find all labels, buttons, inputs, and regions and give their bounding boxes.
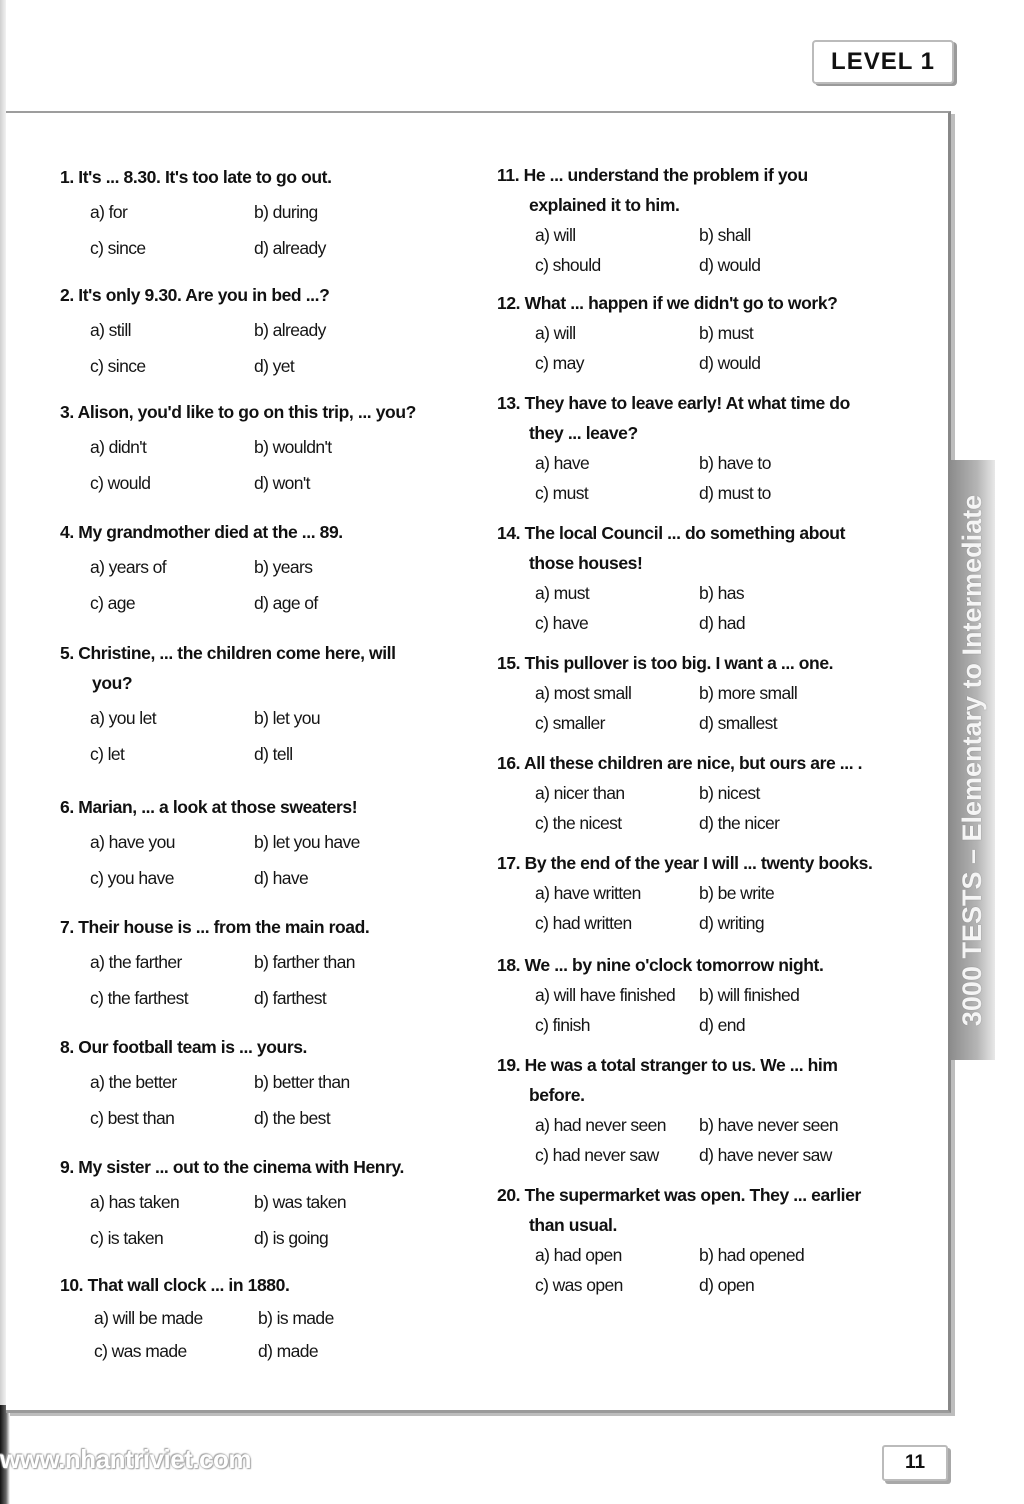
answer-option-d[interactable]: d) yet [254,356,295,376]
question-number: 15. [497,653,521,673]
question-text [60,792,460,822]
question-text [497,160,917,220]
answer-option-b[interactable]: b) during [254,202,318,222]
answer-option-d[interactable]: d) tell [254,744,293,764]
question-item [497,648,917,738]
question-text [60,1270,460,1300]
answer-options [497,578,917,638]
answer-option-d[interactable]: d) already [254,238,326,258]
question-item [60,792,460,896]
answer-option-c[interactable]: c) is taken [90,1228,164,1248]
answer-option-c[interactable]: c) best than [90,1108,175,1128]
question-stem-continued: those houses! [529,553,643,573]
question-stem: He was a total stranger to us. We ... him [524,1055,838,1075]
question-stem: Alison, you'd like to go on this trip, ... you? [77,402,416,422]
answer-option-c[interactable]: c) let [90,744,125,764]
question-stem-continued: they ... leave? [529,423,638,443]
answer-options [60,429,460,501]
answer-option-c[interactable]: c) finish [535,1015,590,1035]
question-text [497,648,917,678]
answer-options [60,944,460,1016]
question-number: 14. [497,523,521,543]
question-number: 13. [497,393,521,413]
question-text [60,912,460,942]
question-item [60,397,460,501]
question-stem: Marian, ... a look at those sweaters! [78,797,358,817]
question-text [60,638,460,698]
question-item [497,950,917,1040]
answer-option-b[interactable]: b) let you [254,708,320,728]
answer-options [60,1184,460,1256]
question-number: 20. [497,1185,521,1205]
question-number: 12. [497,293,521,313]
answer-options [60,700,460,772]
answer-option-c[interactable]: c) was made [94,1341,187,1361]
answer-option-d[interactable]: d) smallest [699,713,778,733]
answer-option-a[interactable]: a) will be made [94,1308,203,1328]
question-stem: The local Council ... do something about [524,523,846,543]
answer-option-c[interactable]: c) the nicest [535,813,622,833]
answer-option-b[interactable]: b) must [699,323,754,343]
answer-option-c[interactable]: c) should [535,255,601,275]
answer-options [497,1110,917,1170]
answer-option-c[interactable]: c) must [535,483,589,503]
answer-option-a[interactable]: a) have written [535,883,641,903]
answer-option-d[interactable]: d) is going [254,1228,329,1248]
question-item [60,517,460,621]
answer-option-d[interactable]: d) writing [699,913,764,933]
question-stem: That wall clock ... in 1880. [87,1275,290,1295]
answer-option-b[interactable]: b) better than [254,1072,350,1092]
answer-option-a[interactable]: a) the farther [90,952,182,972]
answer-option-a[interactable]: a) will [535,323,576,343]
answer-options [60,312,460,384]
answer-option-d[interactable]: d) would [699,353,761,373]
answer-option-b[interactable]: b) more small [699,683,798,703]
page-number: 11 [882,1445,948,1481]
question-number: 1. [60,167,74,187]
answer-option-b[interactable]: b) is made [258,1308,334,1328]
question-stem-continued: before. [529,1085,585,1105]
answer-option-b[interactable]: b) let you have [254,832,360,852]
question-text [497,518,917,578]
answer-option-b[interactable]: b) was taken [254,1192,347,1212]
question-stem: We ... by nine o'clock tomorrow night. [524,955,824,975]
answer-option-d[interactable]: d) the nicer [699,813,780,833]
answer-option-c[interactable]: c) the farthest [90,988,188,1008]
answer-option-b[interactable]: b) nicest [699,783,760,803]
question-number: 8. [60,1037,74,1057]
answer-option-d[interactable]: d) must to [699,483,771,503]
answer-option-a[interactable]: a) most small [535,683,632,703]
answer-option-a[interactable]: a) still [90,320,131,340]
answer-option-a[interactable]: a) has taken [90,1192,180,1212]
answer-options [497,878,917,938]
question-stem: The supermarket was open. They ... earlier [524,1185,861,1205]
answer-option-a[interactable]: a) you let [90,708,156,728]
answer-option-a[interactable]: a) have [535,453,590,473]
answer-option-b[interactable]: b) had opened [699,1245,805,1265]
answer-option-b[interactable]: b) farther than [254,952,355,972]
question-number: 19. [497,1055,521,1075]
question-stem: All these children are nice, but ours are ... . [523,753,863,773]
question-item [497,1050,917,1170]
question-number: 9. [60,1157,74,1177]
answer-options [497,980,917,1040]
question-text [60,1152,460,1182]
answer-option-b[interactable]: b) will finished [699,985,800,1005]
question-stem: Their house is ... from the main road. [78,917,370,937]
question-item [497,388,917,508]
question-number: 16. [497,753,521,773]
question-item [60,1032,460,1136]
answer-option-c[interactable]: c) may [535,353,584,373]
question-number: 17. [497,853,521,873]
answer-options [497,448,917,508]
question-item [497,748,917,838]
question-stem-continued: explained it to him. [529,195,680,215]
question-text [60,162,460,192]
answer-option-d[interactable]: d) would [699,255,761,275]
answer-options [60,824,460,896]
answer-options [497,318,917,378]
question-item [497,1180,917,1300]
answer-options [60,549,460,621]
question-text [497,748,917,778]
question-item [60,1270,460,1368]
answer-option-a[interactable]: a) have you [90,832,175,852]
answer-option-b[interactable]: b) be write [699,883,775,903]
question-stem-continued: you? [92,673,133,693]
question-item [497,848,917,938]
question-item [497,160,917,280]
answer-option-c[interactable]: c) age [90,593,136,613]
answer-option-a[interactable]: a) the better [90,1072,177,1092]
answer-options [497,678,917,738]
answer-option-a[interactable]: a) must [535,583,590,603]
question-number: 10. [60,1275,84,1295]
question-stem: They have to leave early! At what time do [524,393,850,413]
question-stem: My grandmother died at the ... 89. [78,522,343,542]
question-stem: It's only 9.30. Are you in bed ...? [78,285,330,305]
question-text [497,848,917,878]
answer-option-b[interactable]: b) already [254,320,326,340]
question-stem: It's ... 8.30. It's too late to go out. [78,167,332,187]
question-text [497,388,917,448]
question-number: 7. [60,917,74,937]
question-stem: By the end of the year I will ... twenty books. [524,853,873,873]
question-item [497,288,917,378]
question-text [60,1032,460,1062]
answer-option-b[interactable]: b) years [254,557,313,577]
question-text [60,517,460,547]
answer-option-c[interactable]: c) have [535,613,589,633]
answer-option-b[interactable]: b) wouldn't [254,437,332,457]
question-item [60,638,460,772]
spine-title: 3000 TESTS – Elementary to Intermediate [957,494,987,1026]
answer-options [60,194,460,266]
answer-options [497,1240,917,1300]
answer-options [60,1302,460,1368]
question-item [60,1152,460,1256]
answer-option-d[interactable]: d) have never saw [699,1145,832,1165]
answer-option-c[interactable]: c) would [90,473,151,493]
answer-option-b[interactable]: b) has [699,583,745,603]
answer-option-c[interactable]: c) smaller [535,713,605,733]
question-item [497,518,917,638]
answer-option-b[interactable]: b) shall [699,225,751,245]
question-stem: Christine, ... the children come here, will [78,643,396,663]
answer-option-a[interactable]: a) will have finished [535,985,676,1005]
question-number: 5. [60,643,74,663]
question-number: 11. [497,165,520,185]
question-stem: What ... happen if we didn't go to work? [524,293,838,313]
answer-option-d[interactable]: d) won't [254,473,310,493]
question-text [497,1180,917,1240]
answer-option-b[interactable]: b) have never seen [699,1115,839,1135]
answer-option-d[interactable]: d) made [258,1341,318,1361]
answer-option-a[interactable]: a) had open [535,1245,622,1265]
answer-option-c[interactable]: c) was open [535,1275,623,1295]
question-stem: Our football team is ... yours. [78,1037,308,1057]
question-number: 2. [60,285,74,305]
answer-options [497,778,917,838]
question-item [60,162,460,266]
answer-options [497,220,917,280]
answer-option-d[interactable]: d) farthest [254,988,327,1008]
question-text [497,288,917,318]
question-number: 4. [60,522,74,542]
question-text [497,1050,917,1110]
answer-option-a[interactable]: a) years of [90,557,167,577]
question-item [60,912,460,1016]
answer-option-a[interactable]: a) didn't [90,437,147,457]
answer-option-a[interactable]: a) for [90,202,128,222]
answer-option-c[interactable]: c) since [90,356,146,376]
question-number: 6. [60,797,74,817]
answer-option-d[interactable]: d) end [699,1015,746,1035]
book-spine-label [950,460,995,1060]
level-badge: LEVEL 1 [812,40,954,84]
answer-option-c[interactable]: c) you have [90,868,174,888]
question-stem: This pullover is too big. I want a ... one. [524,653,834,673]
answer-option-a[interactable]: a) nicer than [535,783,625,803]
question-number: 18. [497,955,521,975]
answer-option-c[interactable]: c) had written [535,913,632,933]
answer-option-a[interactable]: a) had never seen [535,1115,666,1135]
question-text [497,950,917,980]
answer-options [60,1064,460,1136]
answer-option-d[interactable]: d) open [699,1275,755,1295]
question-text [60,397,460,427]
question-stem: He ... understand the problem if you [523,165,808,185]
question-text [60,280,460,310]
answer-option-d[interactable]: d) had [699,613,746,633]
answer-option-c[interactable]: c) had never saw [535,1145,659,1165]
answer-option-d[interactable]: d) the best [254,1108,331,1128]
answer-option-d[interactable]: d) have [254,868,309,888]
answer-option-b[interactable]: b) have to [699,453,771,473]
answer-option-d[interactable]: d) age of [254,593,318,613]
watermark: www.nhantriviet.com [0,1444,252,1474]
question-stem-continued: than usual. [529,1215,617,1235]
answer-option-a[interactable]: a) will [535,225,576,245]
question-item [60,280,460,384]
answer-option-c[interactable]: c) since [90,238,146,258]
question-number: 3. [60,402,74,422]
question-stem: My sister ... out to the cinema with Henry. [78,1157,404,1177]
